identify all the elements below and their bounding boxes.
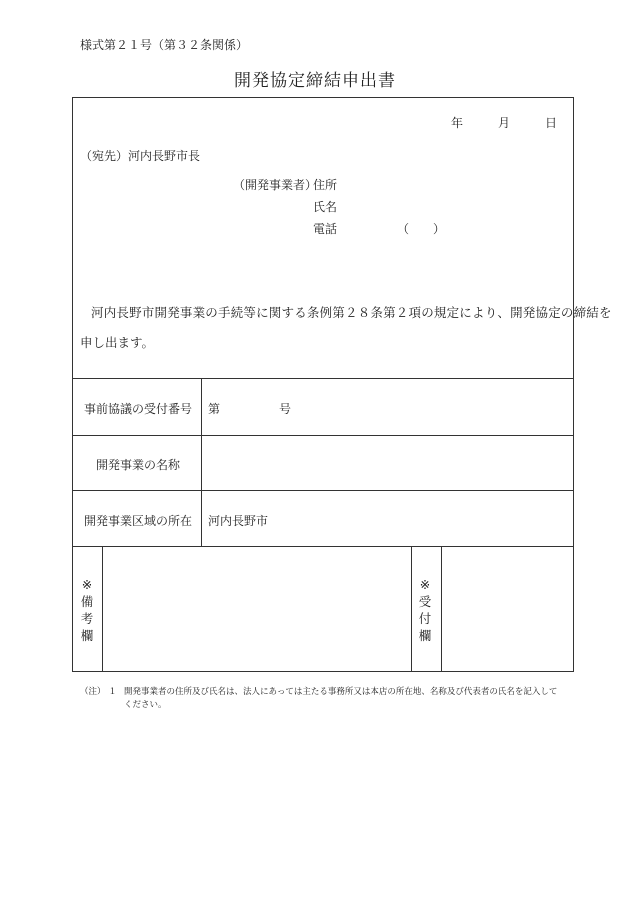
remarks-char: 欄	[80, 628, 94, 643]
consultation-number-prefix: 第	[208, 402, 221, 416]
footnote-label: （注） １	[80, 687, 117, 697]
project-name-label: 開発事業の名称	[96, 458, 181, 472]
phone-paren-open: （	[397, 222, 410, 236]
column-divider	[201, 378, 202, 546]
reception-char: ※	[419, 577, 431, 592]
date-day-label: 日	[545, 116, 558, 130]
consultation-number-label: 事前協議の受付番号	[84, 402, 193, 416]
row-divider	[72, 378, 574, 379]
column-divider	[411, 546, 412, 672]
row-divider	[72, 490, 574, 491]
consultation-number-suffix: 号	[279, 402, 292, 416]
reception-column-label	[415, 576, 435, 644]
reception-char: 受	[418, 594, 432, 609]
column-divider	[441, 546, 442, 672]
remarks-char: 考	[80, 611, 94, 626]
reception-char: 付	[418, 611, 432, 626]
project-location-value: 河内長野市	[208, 514, 269, 528]
phone-label: 電話	[313, 222, 338, 236]
footnote-text: 開発事業者の住所及び氏名は、法人にあっては主たる事務所又は本店の所在地、名称及び代表者の氏名を記入してください。	[124, 687, 558, 710]
phone-paren-close: ）	[433, 222, 446, 236]
form-number: 様式第２１号（第３２条関係）	[80, 38, 249, 52]
date-year-label: 年	[451, 116, 464, 130]
page-title: 開発協定締結申出書	[234, 71, 396, 91]
column-divider	[102, 546, 103, 672]
body-line-2: 申し出ます。	[80, 335, 155, 350]
remarks-column-label	[77, 576, 97, 644]
row-divider	[72, 546, 574, 547]
name-label: 氏名	[313, 200, 338, 214]
remarks-char: ※	[81, 577, 93, 592]
body-line-1: 河内長野市開発事業の手続等に関する条例第２８条第２項の規定により、開発協定の締結を	[91, 305, 612, 320]
project-location-label: 開発事業区域の所在	[84, 514, 193, 528]
applicant-label: （開発事業者）	[233, 178, 318, 192]
address-label: 住所	[313, 178, 338, 192]
addressee: （宛先）河内長野市長	[80, 149, 201, 163]
reception-char: 欄	[418, 628, 432, 643]
remarks-char: 備	[80, 594, 94, 609]
row-divider	[72, 435, 574, 436]
date-month-label: 月	[498, 116, 511, 130]
